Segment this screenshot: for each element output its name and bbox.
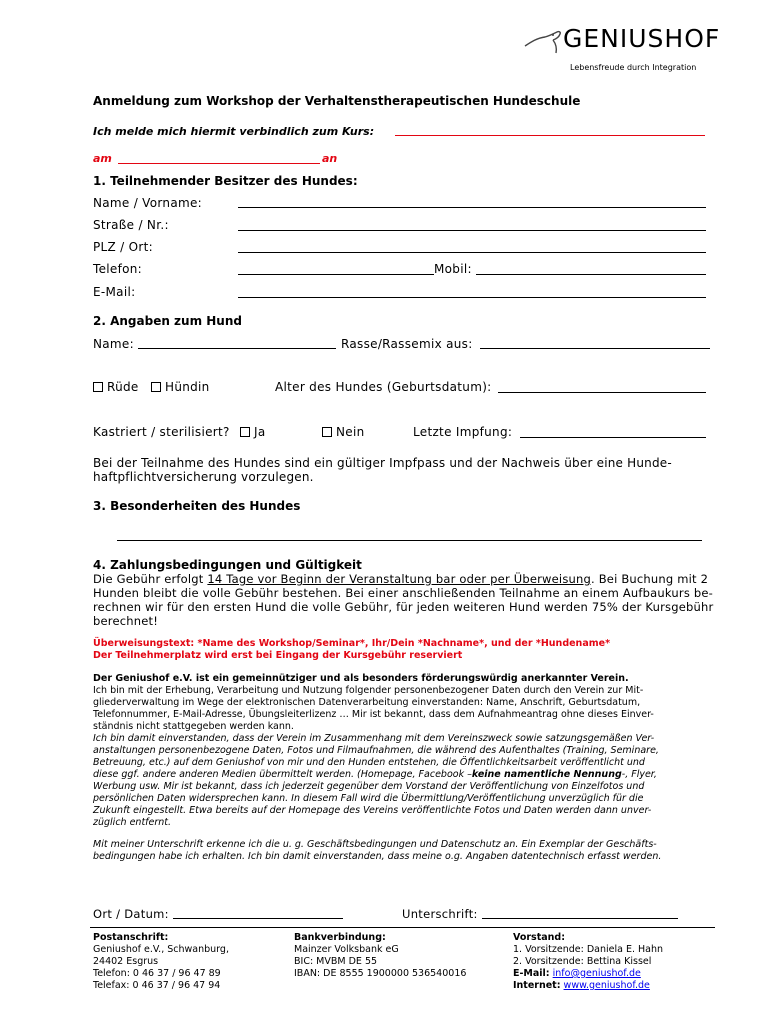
payment-line1 — [93, 572, 708, 586]
unterschrift-field[interactable] — [482, 918, 678, 919]
bank-heading: Bankverbindung: — [294, 932, 386, 943]
footer-email-label: E-Mail: — [513, 968, 550, 979]
dog-head-icon — [523, 28, 565, 58]
media-line8: züglich entfernt. — [93, 817, 172, 828]
footer-bank — [294, 932, 466, 980]
huendin-label: Hündin — [165, 380, 210, 394]
footer-divider — [90, 927, 715, 928]
telefon-label: Telefon: — [93, 262, 143, 276]
ort-datum-label: Ort / Datum: — [93, 907, 169, 921]
dog-name-label: Name: — [93, 337, 134, 351]
media-line4-bold: keine namentliche Nennung — [471, 769, 622, 780]
footer-vorstand — [513, 932, 663, 992]
ja-option[interactable] — [240, 425, 266, 439]
mobil-label: Mobil: — [434, 262, 472, 276]
alter-field[interactable] — [498, 392, 706, 393]
date-from-field[interactable] — [118, 163, 320, 164]
rasse-label: Rasse/Rassemix aus: — [341, 337, 473, 351]
footer-internet-label: Internet: — [513, 980, 561, 991]
alter-label: Alter des Hundes (Geburtsdatum): — [275, 380, 492, 394]
payment-text-c: . Bei Buchung mit 2 — [591, 572, 709, 586]
payment-text-a: Die Gebühr erfolgt — [93, 572, 208, 586]
post-line: Telefon: 0 46 37 / 96 47 89 — [93, 968, 221, 979]
dataprot-line1: Ich bin mit der Erhebung, Verarbeitung und Nutzung folgender personenbezogener Daten durch den Verein zur Mit- — [93, 685, 644, 696]
media-line3: Betreuung, etc.) auf dem Geniushof von mir und den Hunden entstehen, die Öffentlichkeitsarbeit veröffentlicht und — [93, 757, 645, 768]
bank-line: Mainzer Volksbank eG — [294, 944, 399, 955]
kurs-field[interactable] — [395, 135, 705, 136]
nein-checkbox[interactable] — [322, 427, 332, 437]
media-line1: Ich bin damit einverstanden, dass der Verein im Zusammenhang mit dem Vereinszweck sowie satzungsgemäßen Ver- — [93, 733, 655, 744]
reservation-note: Der Teilnehmerplatz wird erst bei Eingang der Kursgebühr reserviert — [93, 650, 463, 661]
transfer-text: Überweisungstext: *Name des Workshop/Seminar*, Ihr/Dein *Nachname*, und der *Hundename* — [93, 638, 611, 649]
hund-note-line2: haftpflichtversicherung vorzulegen. — [93, 470, 314, 484]
dataprot-line2: gliederverwaltung im Wege der elektronischen Datenverarbeitung einverstanden: Name, Anschrift, Geburtsdatum, — [93, 697, 641, 708]
unterschrift-label: Unterschrift: — [402, 907, 478, 921]
email-row — [513, 968, 663, 980]
huendin-option[interactable] — [151, 380, 210, 394]
media-line6: persönlichen Daten widersprechen kann. In diesem Fall wird die Übermittlung/Veröffentlichung unverzüglich für die — [93, 793, 644, 804]
mobil-field[interactable] — [476, 274, 706, 275]
email-field[interactable] — [238, 297, 706, 298]
bank-line: IBAN: DE 8555 1900000 536540016 — [294, 968, 467, 979]
am-label: am — [93, 152, 112, 165]
media-line2: anstaltungen personenbezogene Daten, Fotos und Filmaufnahmen, die während des Aufenthaltes (Training, Seminare, — [93, 745, 659, 756]
strasse-field[interactable] — [238, 230, 706, 231]
payment-line2: Hunden bleibt die volle Gebühr bestehen. Bei einer anschließenden Teilnahme an einem Aufbaukurs be- — [93, 586, 713, 600]
signature-note-line2: bedingungen habe ich erhalten. Ich bin damit einverstanden, dass meine o.g. Angaben datentechnisch erfasst werden. — [93, 851, 662, 862]
post-line: Telefax: 0 46 37 / 96 47 94 — [93, 980, 221, 991]
footer-post — [93, 932, 229, 992]
nein-label: Nein — [336, 425, 365, 439]
payment-text-underlined: 14 Tage vor Beginn der Veranstaltung bar oder per Überweisung — [207, 572, 591, 586]
section1-heading: 1. Teilnehmender Besitzer des Hundes: — [93, 174, 358, 188]
media-line5: Werbung usw. Mir ist bekannt, dass ich jederzeit gegenüber dem Vorstand der Veröffentlichung von Einzelfotos und — [93, 781, 645, 792]
vorstand-line: 2. Vorsitzende: Bettina Kissel — [513, 956, 652, 967]
plz-field[interactable] — [238, 252, 706, 253]
vorstand-line: 1. Vorsitzende: Daniela E. Hahn — [513, 944, 663, 955]
name-label: Name / Vorname: — [93, 196, 202, 210]
impfung-label: Letzte Impfung: — [413, 425, 513, 439]
vorstand-heading: Vorstand: — [513, 932, 566, 943]
payment-line4: berechnet! — [93, 614, 159, 628]
payment-line3: rechnen wir für den ersten Hund die volle Gebühr, für jeden weiteren Hund werden 75% der Kursgebühr — [93, 600, 714, 614]
email-label: E-Mail: — [93, 285, 136, 299]
signature-note-line1: Mit meiner Unterschrift erkenne ich die u. g. Geschäftsbedingungen und Datenschutz an. Ein Exemplar der Geschäfts- — [93, 839, 657, 850]
ja-checkbox[interactable] — [240, 427, 250, 437]
post-heading: Postanschrift: — [93, 932, 169, 943]
section3-heading: 3. Besonderheiten des Hundes — [93, 499, 301, 513]
dataprot-line3: Telefonnummer, E-Mail-Adresse, Übungsleiterlizenz … Mir ist bekannt, dass dem Aufnahmeantrag ohne dieses Einver- — [93, 709, 654, 720]
ja-label: Ja — [254, 425, 266, 439]
footer-email-link[interactable]: info@geniushof.de — [552, 968, 641, 979]
media-line4 — [93, 769, 657, 781]
media-line7: Zukunft eingestellt. Etwa bereits auf der Homepage des Vereins veröffentlichte Fotos und Daten werden dann unver- — [93, 805, 652, 816]
dataprot-line4: ständnis nicht stattgegeben werden kann. — [93, 721, 294, 732]
section2-heading: 2. Angaben zum Hund — [93, 314, 242, 328]
bank-line: BIC: MVBM DE 55 — [294, 956, 378, 967]
besonderheiten-field[interactable] — [117, 540, 702, 541]
tagline: Lebensfreude durch Integration — [570, 63, 697, 72]
ort-datum-field[interactable] — [173, 918, 343, 919]
nein-option[interactable] — [322, 425, 365, 439]
hund-note-line1: Bei der Teilnahme des Hundes sind ein gültiger Impfpass und der Nachweis über eine Hunde- — [93, 456, 672, 470]
media-line4-a: diese ggf. andere anderen Medien übermittelt werden. (Homepage, Facebook – — [93, 769, 472, 780]
logo — [523, 22, 723, 62]
post-line: 24402 Esgrus — [93, 956, 159, 967]
footer-internet-link[interactable]: www.geniushof.de — [563, 980, 650, 991]
ruede-checkbox[interactable] — [93, 382, 103, 392]
logo-text: GENIUSHOF — [563, 24, 721, 53]
media-line4-c: -, Flyer, — [621, 769, 657, 780]
ruede-option[interactable] — [93, 380, 139, 394]
kurs-label: Ich melde mich hiermit verbindlich zum Kurs: — [93, 125, 375, 138]
huendin-checkbox[interactable] — [151, 382, 161, 392]
ruede-label: Rüde — [107, 380, 139, 394]
internet-row — [513, 980, 663, 992]
telefon-field[interactable] — [238, 274, 434, 275]
impfung-field[interactable] — [520, 437, 706, 438]
name-field[interactable] — [238, 207, 706, 208]
post-line: Geniushof e.V., Schwanburg, — [93, 944, 229, 955]
verein-status: Der Geniushof e.V. ist ein gemeinnütziger und als besonders förderungswürdig anerkannter Verein. — [93, 673, 629, 684]
rasse-field[interactable] — [480, 348, 710, 349]
page-title: Anmeldung zum Workshop der Verhaltenstherapeutischen Hundeschule — [93, 94, 581, 108]
an-label: an — [322, 152, 338, 165]
strasse-label: Straße / Nr.: — [93, 218, 169, 232]
dog-name-field[interactable] — [138, 348, 336, 349]
section4-heading: 4. Zahlungsbedingungen und Gültigkeit — [93, 558, 362, 572]
plz-label: PLZ / Ort: — [93, 240, 153, 254]
kastriert-label: Kastriert / sterilisiert? — [93, 425, 230, 439]
